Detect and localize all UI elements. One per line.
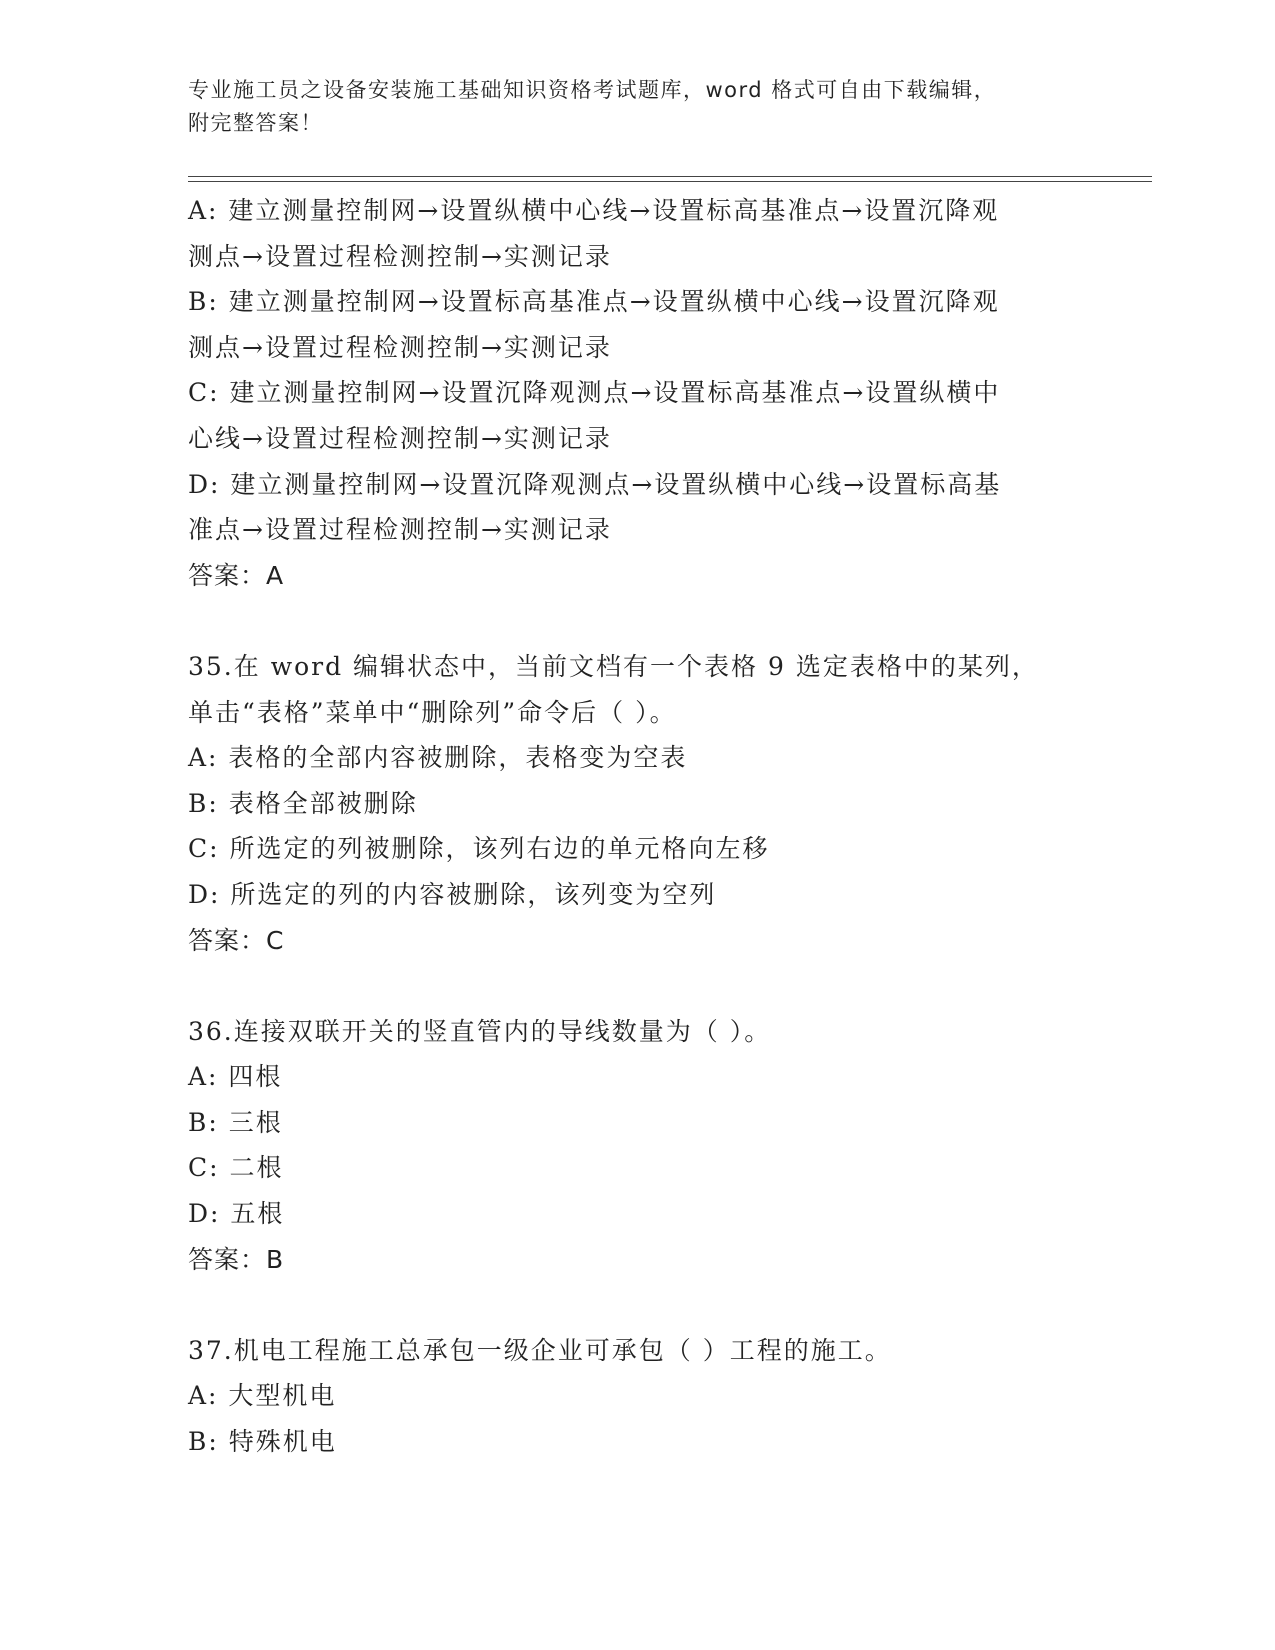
question-36 — [188, 1009, 1088, 1283]
header-divider-bottom — [188, 181, 1152, 182]
header-line-2: 附完整答案！ — [188, 111, 323, 135]
answer: 答案：C — [188, 925, 285, 955]
header-divider-top — [188, 176, 1152, 177]
option-c: C: 二根 — [188, 1153, 284, 1183]
question-stem-continued: 单击“表格”菜单中“删除列”命令后（ ）。 — [188, 697, 677, 727]
answer: 答案：B — [188, 1244, 285, 1274]
document-header — [188, 74, 1068, 140]
option-a-continued: 测点→设置过程检测控制→实测记录 — [188, 241, 612, 271]
option-a: A: 四根 — [188, 1062, 283, 1092]
option-c-continued: 心线→设置过程检测控制→实测记录 — [188, 423, 612, 453]
question-list — [188, 188, 1088, 1465]
question-stem: 35.在 word 编辑状态中，当前文档有一个表格 9 选定表格中的某列， — [188, 651, 1039, 681]
option-a: A: 大型机电 — [188, 1381, 337, 1411]
spacer — [188, 963, 1088, 1009]
option-b: B: 建立测量控制网→设置标高基准点→设置纵横中心线→设置沉降观 — [188, 287, 1000, 317]
question-34 — [188, 188, 1088, 598]
answer: 答案：A — [188, 560, 285, 590]
header-line-1: 专业施工员之设备安装施工基础知识资格考试题库，word 格式可自由下载编辑， — [188, 78, 997, 102]
spacer — [188, 598, 1088, 644]
option-d: D: 五根 — [188, 1199, 285, 1229]
question-35 — [188, 644, 1088, 963]
option-b: B: 特殊机电 — [188, 1427, 337, 1457]
option-a: A: 表格的全部内容被删除，表格变为空表 — [188, 743, 688, 773]
option-d: D: 建立测量控制网→设置沉降观测点→设置纵横中心线→设置标高基 — [188, 469, 1002, 499]
option-d: D: 所选定的列的内容被删除，该列变为空列 — [188, 879, 717, 909]
question-stem: 37.机电工程施工总承包一级企业可承包（ ）工程的施工。 — [188, 1335, 892, 1365]
option-c: C: 建立测量控制网→设置沉降观测点→设置标高基准点→设置纵横中 — [188, 378, 1001, 408]
option-b: B: 表格全部被删除 — [188, 788, 418, 818]
option-b: B: 三根 — [188, 1107, 283, 1137]
option-c: C: 所选定的列被删除，该列右边的单元格向左移 — [188, 834, 770, 864]
question-stem: 36.连接双联开关的竖直管内的导线数量为（ ）。 — [188, 1016, 772, 1046]
question-37 — [188, 1328, 1088, 1465]
spacer — [188, 1282, 1088, 1328]
option-d-continued: 准点→设置过程检测控制→实测记录 — [188, 515, 612, 545]
option-a: A: 建立测量控制网→设置纵横中心线→设置标高基准点→设置沉降观 — [188, 196, 1000, 225]
option-b-continued: 测点→设置过程检测控制→实测记录 — [188, 332, 612, 362]
